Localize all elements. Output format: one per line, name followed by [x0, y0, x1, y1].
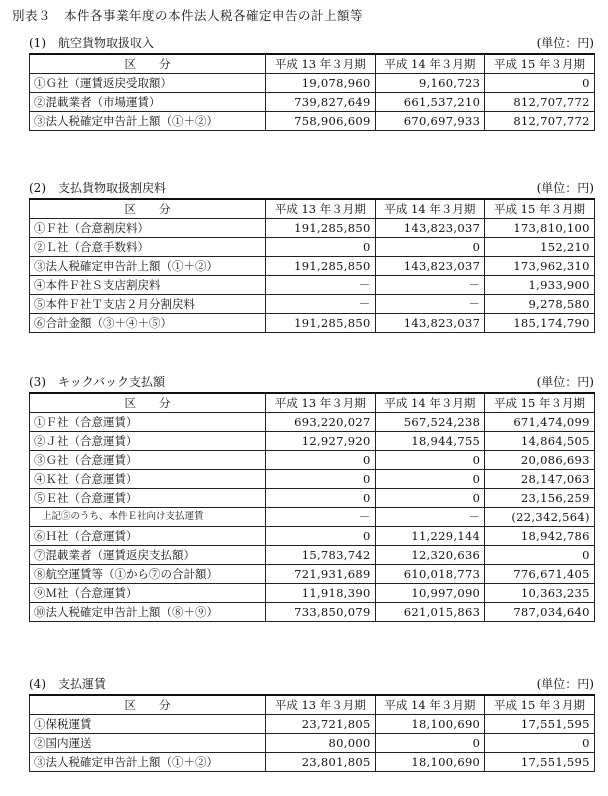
amount-cell: 23,721,805 — [266, 715, 376, 734]
amount-cell: 18,944,755 — [375, 432, 485, 451]
table-row — [30, 715, 595, 734]
table-row — [30, 413, 595, 432]
amount-cell: 28,147,063 — [485, 470, 595, 489]
table-header-row — [30, 393, 595, 413]
amount-cell: 19,078,960 — [266, 74, 376, 93]
amount-cell: 671,474,099 — [485, 413, 595, 432]
table-row — [30, 314, 595, 333]
amount-cell: － — [266, 295, 376, 314]
column-header-category: 区 分 — [30, 695, 266, 715]
row-label: ③法人税確定申告計上額（①＋②） — [30, 753, 266, 772]
amount-cell: 143,823,037 — [375, 314, 485, 333]
amount-cell: 18,100,690 — [375, 715, 485, 734]
section-header — [29, 673, 594, 694]
section-title: (3) キックバック支払額 — [29, 375, 166, 389]
row-label: 上記⑤のうち、本件Ｅ社向け支払運賃 — [30, 508, 266, 527]
amount-cell: 12,927,920 — [266, 432, 376, 451]
row-label: ②Ｊ社（合意運賃） — [30, 432, 266, 451]
table-header-row — [30, 199, 595, 219]
table-row — [30, 527, 595, 546]
amount-cell: 0 — [266, 527, 376, 546]
amount-cell: 812,707,772 — [485, 93, 595, 112]
amount-cell: 185,174,790 — [485, 314, 595, 333]
amount-cell: 191,285,850 — [266, 314, 376, 333]
amount-cell: － — [375, 508, 485, 527]
section-2 — [29, 177, 594, 333]
amount-cell: 191,285,850 — [266, 257, 376, 276]
amount-cell: 143,823,037 — [375, 219, 485, 238]
table-row — [30, 603, 595, 622]
table-row — [30, 546, 595, 565]
page-title: 別表３ 本件各事業年度の本件法人税各確定申告の計上額等 — [12, 8, 364, 23]
amount-cell: 0 — [266, 238, 376, 257]
amount-cell: 0 — [375, 238, 485, 257]
amount-cell: 0 — [485, 74, 595, 93]
section-header — [29, 371, 594, 392]
amount-cell: 733,850,079 — [266, 603, 376, 622]
column-header-period: 平成 15 年３月期 — [485, 695, 595, 715]
amount-cell: 0 — [485, 546, 595, 565]
amounts-table — [29, 53, 595, 131]
amount-cell: 661,537,210 — [375, 93, 485, 112]
section-3 — [29, 371, 594, 622]
section-header — [29, 177, 594, 198]
section-header — [29, 32, 594, 53]
amount-cell: 621,015,863 — [375, 603, 485, 622]
table-row — [30, 238, 595, 257]
column-header-period: 平成 14 年３月期 — [375, 695, 485, 715]
column-header-period: 平成 14 年３月期 — [375, 54, 485, 74]
amount-cell: 758,906,609 — [266, 112, 376, 131]
amount-cell: 18,100,690 — [375, 753, 485, 772]
row-label: ⑥合計金額（③＋④＋⑤） — [30, 314, 266, 333]
amount-cell: 23,801,805 — [266, 753, 376, 772]
table-row — [30, 451, 595, 470]
amount-cell: 11,918,390 — [266, 584, 376, 603]
amount-cell: 0 — [375, 470, 485, 489]
amount-cell: 15,783,742 — [266, 546, 376, 565]
row-label: ③法人税確定申告計上額（①＋②） — [30, 112, 266, 131]
amount-cell: 18,942,786 — [485, 527, 595, 546]
amount-cell: － — [266, 276, 376, 295]
amounts-table — [29, 694, 595, 772]
column-header-category: 区 分 — [30, 54, 266, 74]
row-label: ①Ｆ社（合意運賃） — [30, 413, 266, 432]
amount-cell: 11,229,144 — [375, 527, 485, 546]
table-row — [30, 470, 595, 489]
column-header-period: 平成 14 年３月期 — [375, 393, 485, 413]
row-label: ⑤本件Ｆ社Ｔ支店２月分割戻料 — [30, 295, 266, 314]
amount-cell: 0 — [375, 451, 485, 470]
amount-cell: 17,551,595 — [485, 753, 595, 772]
row-label: ⑩法人税確定申告計上額（⑧＋⑨） — [30, 603, 266, 622]
table-row — [30, 93, 595, 112]
unit-label: (単位：円) — [536, 181, 594, 195]
row-label: ①Ｆ社（合意割戻料） — [30, 219, 266, 238]
amount-cell: 610,018,773 — [375, 565, 485, 584]
row-label: ④本件Ｆ社Ｓ支店割戻料 — [30, 276, 266, 295]
column-header-period: 平成 13 年３月期 — [266, 695, 376, 715]
row-label: ②Ｌ社（合意手数料） — [30, 238, 266, 257]
section-title: (2) 支払貨物取扱割戻料 — [29, 181, 166, 195]
amounts-table — [29, 392, 595, 622]
row-label: ⑥Ｈ社（合意運賃） — [30, 527, 266, 546]
column-header-period: 平成 15 年３月期 — [485, 54, 595, 74]
amount-cell: 173,962,310 — [485, 257, 595, 276]
unit-label: (単位：円) — [536, 375, 594, 389]
amount-cell: － — [266, 508, 376, 527]
section-4 — [29, 673, 594, 772]
row-label: ①保税運賃 — [30, 715, 266, 734]
table-row — [30, 219, 595, 238]
column-header-period: 平成 13 年３月期 — [266, 393, 376, 413]
amount-cell: 739,827,649 — [266, 93, 376, 112]
row-label: ⑦混載業者（運賃返戻支払額） — [30, 546, 266, 565]
row-label: ③Ｇ社（合意運賃） — [30, 451, 266, 470]
amount-cell: 1,933,900 — [485, 276, 595, 295]
amount-cell: 721,931,689 — [266, 565, 376, 584]
amount-cell: (22,342,564) — [485, 508, 595, 527]
amount-cell: 787,034,640 — [485, 603, 595, 622]
amount-cell: 80,000 — [266, 734, 376, 753]
row-label: ②国内運送 — [30, 734, 266, 753]
table-row — [30, 112, 595, 131]
amount-cell: 20,086,693 — [485, 451, 595, 470]
row-label: ①Ｇ社（運賃返戻受取額） — [30, 74, 266, 93]
amount-cell: － — [375, 276, 485, 295]
amount-cell: 693,220,027 — [266, 413, 376, 432]
amount-cell: 9,160,723 — [375, 74, 485, 93]
amount-cell: 9,278,580 — [485, 295, 595, 314]
amount-cell: 776,671,405 — [485, 565, 595, 584]
column-header-period: 平成 15 年３月期 — [485, 199, 595, 219]
amount-cell: 152,210 — [485, 238, 595, 257]
row-label: ③法人税確定申告計上額（①＋②） — [30, 257, 266, 276]
amount-cell: 567,524,238 — [375, 413, 485, 432]
amount-cell: 0 — [375, 489, 485, 508]
amount-cell: 173,810,100 — [485, 219, 595, 238]
column-header-category: 区 分 — [30, 393, 266, 413]
amount-cell: 0 — [485, 734, 595, 753]
row-label: ⑧航空運賃等（①から⑦の合計額） — [30, 565, 266, 584]
amount-cell: 143,823,037 — [375, 257, 485, 276]
row-label: ④Ｋ社（合意運賃） — [30, 470, 266, 489]
amount-cell: 23,156,259 — [485, 489, 595, 508]
column-header-category: 区 分 — [30, 199, 266, 219]
section-title: (1) 航空貨物取扱収入 — [29, 36, 154, 50]
row-label: ⑨Ｍ社（合意運賃） — [30, 584, 266, 603]
amount-cell: 14,864,505 — [485, 432, 595, 451]
amount-cell: 0 — [266, 489, 376, 508]
table-row — [30, 276, 595, 295]
table-row — [30, 257, 595, 276]
table-header-row — [30, 54, 595, 74]
table-row — [30, 489, 595, 508]
amount-cell: 0 — [266, 451, 376, 470]
section-title: (4) 支払運賃 — [29, 677, 106, 691]
table-row — [30, 508, 595, 527]
section-1 — [29, 32, 594, 131]
row-label: ⑤Ｅ社（合意運賃） — [30, 489, 266, 508]
amount-cell: 670,697,933 — [375, 112, 485, 131]
amounts-table — [29, 198, 595, 333]
unit-label: (単位：円) — [536, 677, 594, 691]
amount-cell: 0 — [266, 470, 376, 489]
table-row — [30, 565, 595, 584]
table-row — [30, 432, 595, 451]
row-label: ②混載業者（市場運賃） — [30, 93, 266, 112]
column-header-period: 平成 13 年３月期 — [266, 54, 376, 74]
unit-label: (単位：円) — [536, 36, 594, 50]
column-header-period: 平成 13 年３月期 — [266, 199, 376, 219]
amount-cell: 12,320,636 — [375, 546, 485, 565]
amount-cell: 812,707,772 — [485, 112, 595, 131]
amount-cell: 191,285,850 — [266, 219, 376, 238]
amount-cell: － — [375, 295, 485, 314]
amount-cell: 10,997,090 — [375, 584, 485, 603]
column-header-period: 平成 15 年３月期 — [485, 393, 595, 413]
table-row — [30, 295, 595, 314]
table-row — [30, 584, 595, 603]
table-row — [30, 74, 595, 93]
amount-cell: 10,363,235 — [485, 584, 595, 603]
table-header-row — [30, 695, 595, 715]
table-row — [30, 734, 595, 753]
column-header-period: 平成 14 年３月期 — [375, 199, 485, 219]
table-row — [30, 753, 595, 772]
amount-cell: 17,551,595 — [485, 715, 595, 734]
amount-cell: 0 — [375, 734, 485, 753]
